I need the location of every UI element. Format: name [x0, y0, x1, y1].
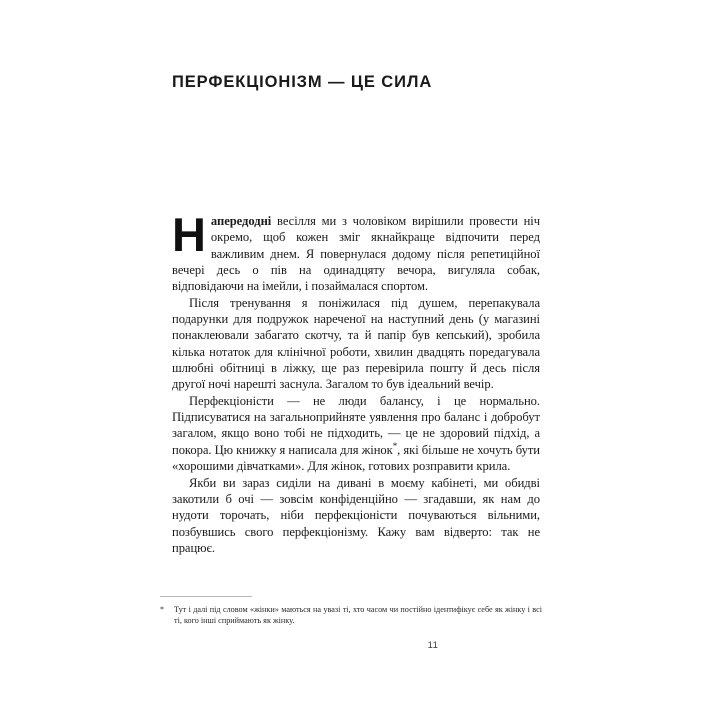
page-folio	[0, 640, 720, 651]
paragraph-3-text: Перфекціоністи — не люди балансу, і це нормально. Підписуватися на загальноприйняте уявлення про баланс і добробут загалом, якщо воно тобі не підходить, — це не здоровий підхід, а покора. Цю книжку я написала для жінок	[172, 393, 540, 457]
page-number-value: 11	[427, 640, 439, 651]
footnote-text-block	[160, 604, 542, 627]
footnote-marker: *	[160, 605, 165, 614]
paragraph-2	[172, 295, 540, 393]
footnote-separator-rule	[160, 596, 252, 597]
paragraph-1	[172, 208, 540, 295]
body-text-column	[172, 208, 540, 556]
paragraph-4	[172, 475, 540, 557]
paragraph-3	[172, 393, 540, 475]
paragraph-1-text: весілля ми з чоловіком вирішили провести ніч окремо, щоб кожен зміг якнайкраще відпочити перед важливим днем. Я повернулася додому після репетиційної вечері десь о пів на одинадцяту вечора, вигуляла собак, відповідаючи на імейли, і позаймалася спортом.	[172, 214, 540, 294]
footnote-body: Тут і далі під словом «жінки» маються на увазі ті, хто часом чи постійно ідентифікує себе як жінку і всі ті, кого інші сприймають як жінку.	[174, 605, 542, 626]
paragraph-2-text: Після тренування я поніжилася під душем, перепакувала подарунки для подружок нареченої на наступний день (у магазині понаклеювали забагато скотчу, та й папір був кепський), зробила кілька нотаток для клінічної роботи, хвилин двадцять поредагувала шлюбні обітниці в ліжку, ще раз перевірила пошту й десь після другої ночі нарешті заснула. Загалом то був ідеальний вечір.	[172, 295, 540, 392]
drop-cap-letter: Н	[172, 208, 206, 261]
paragraph-lead-in: апередодні	[210, 214, 272, 228]
paragraph-4-text: Якби ви зараз сиділи на дивані в моєму кабінеті, ми обидві закотили б очі — зовсім конфіденційно — згадавши, як нам до нудоти торочать, ніби перфекціоністи почуваються вільними, позбувшись свого перфекціонізму. Кажу вам відверто: так не працює.	[172, 475, 540, 555]
paragraph-3-text-continued: , які більше не хочуть бути «хорошими дівчатками». Для жінок, готових розправити крила.	[172, 442, 540, 474]
footnote-reference-marker[interactable]: *	[392, 440, 398, 451]
chapter-heading: ПЕРФЕКЦІОНІЗМ — ЦЕ СИЛА	[172, 73, 433, 92]
footnote-area	[160, 596, 542, 627]
